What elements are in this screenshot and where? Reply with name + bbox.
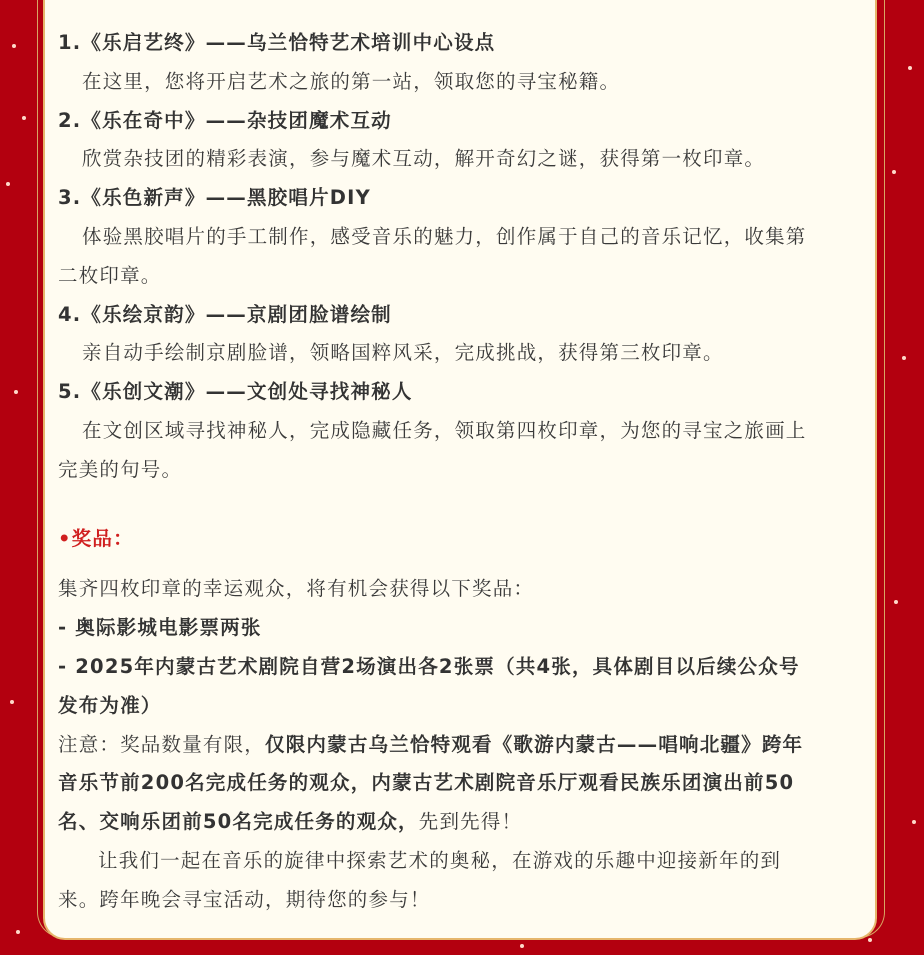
item-3-title: 3.《乐色新声》——黑胶唱片DIY xyxy=(58,186,371,210)
item-1-desc: 在这里，您将开启艺术之旅的第一站，领取您的寻宝秘籍。 xyxy=(82,69,621,93)
prize-item-2-line-2: 发布为准） xyxy=(58,693,162,717)
prizes-heading: •奖品： xyxy=(58,526,134,550)
prize-item-1: - 奥际影城电影票两张 xyxy=(58,616,262,640)
closing-line-2: 来。跨年晚会寻宝活动，期待您的参与！ xyxy=(58,887,431,911)
closing-line-1: 让我们一起在音乐的旋律中探索艺术的奥秘，在游戏的乐趣中迎接新年的到 xyxy=(98,848,782,872)
note-bold-3: 名、交响乐团前50名完成任务的观众， xyxy=(58,810,419,834)
item-3-desc-line-2: 二枚印章。 xyxy=(58,263,162,287)
item-1-title: 1.《乐启艺终》——乌兰恰特艺术培训中心设点 xyxy=(58,31,496,54)
note-line-1 xyxy=(58,726,864,765)
note-prefix: 注意：奖品数量有限， xyxy=(58,732,266,756)
item-4-title: 4.《乐绘京韵》——京剧团脸谱绘制 xyxy=(58,302,392,326)
item-3-desc-line-1: 体验黑胶唱片的手工制作，感受音乐的魅力，创作属于自己的音乐记忆，收集第 xyxy=(82,224,807,248)
item-2-title: 2.《乐在奇中》——杂技团魔术互动 xyxy=(58,108,392,132)
note-line-3 xyxy=(58,803,864,842)
note-bold-1: 仅限内蒙古乌兰恰特观看《歌游内蒙古——唱响北疆》跨年 xyxy=(265,732,804,756)
item-5-title: 5.《乐创文潮》——文创处寻找神秘人 xyxy=(58,380,413,404)
item-5-desc-line-2: 完美的句号。 xyxy=(58,457,183,481)
prizes-intro: 集齐四枚印章的幸运观众，将有机会获得以下奖品： xyxy=(58,577,535,601)
item-2-desc: 欣赏杂技团的精彩表演，参与魔术互动，解开奇幻之谜，获得第一枚印章。 xyxy=(82,147,766,171)
article-body xyxy=(58,24,864,920)
prize-item-2-line-1: - 2025年内蒙古艺术剧院自营2场演出各2张票（共4张，具体剧目以后续公众号 xyxy=(58,654,800,678)
item-4-desc: 亲自动手绘制京剧脸谱，领略国粹风采，完成挑战，获得第三枚印章。 xyxy=(82,341,724,365)
note-suffix: 先到先得！ xyxy=(418,810,523,834)
item-5-desc-line-1: 在文创区域寻找神秘人，完成隐藏任务，领取第四枚印章，为您的寻宝之旅画上 xyxy=(82,418,807,442)
note-line-2: 音乐节前200名完成任务的观众，内蒙古艺术剧院音乐厅观看民族乐团演出前50 xyxy=(58,771,795,795)
